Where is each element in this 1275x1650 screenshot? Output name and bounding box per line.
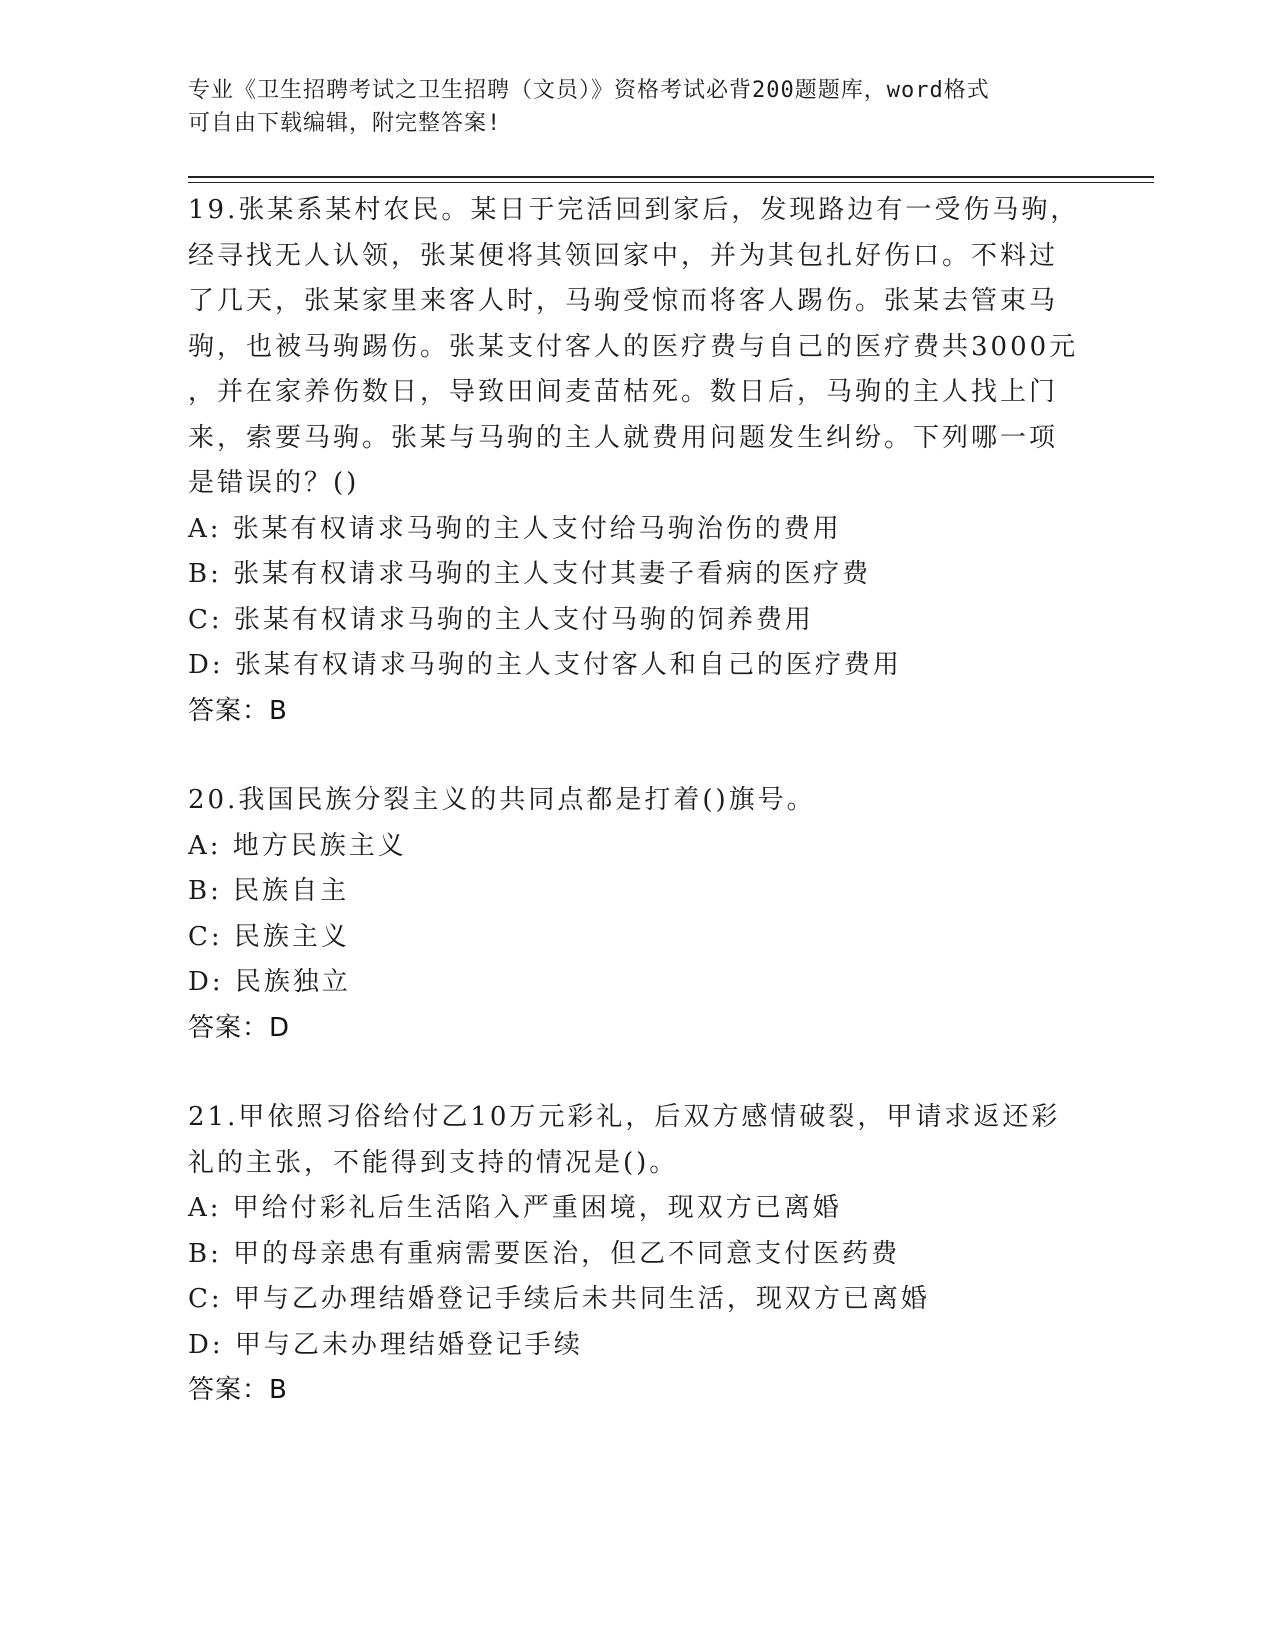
question-19 [188,188,1088,734]
option-c: C: 张某有权请求马驹的主人支付马驹的饲养费用 [188,604,814,635]
answer-label: 答案：B [188,695,288,726]
header-line-2: 可自由下载编辑，附完整答案! [188,111,502,136]
question-text-line: 是错误的？() [188,468,360,498]
header-line-1: 专业《卫生招聘考试之卫生招聘（文员）》资格考试必背200题题库，word格式 [188,78,990,103]
answer-label: 答案：B [188,1375,288,1405]
page-header [188,74,1068,140]
option-a: A: 甲给付彩礼后生活陷入严重困境，现双方已离婚 [188,1193,842,1223]
option-b: B: 张某有权请求马驹的主人支付其妻子看病的医疗费 [188,559,872,589]
question-20 [188,778,1088,1051]
question-text-line: 21.甲依照习俗给付乙10万元彩礼，后双方感情破裂，甲请求返还彩 [188,1102,1061,1132]
option-b: B: 甲的母亲患有重病需要医治，但乙不同意支付医药费 [188,1238,901,1269]
option-b: B: 民族自主 [188,876,350,906]
question-text-line: 来，索要马驹。张某与马驹的主人就费用问题发生纠纷。下列哪一项 [188,422,1059,453]
option-c: C: 甲与乙办理结婚登记手续后未共同生活，现双方已离婚 [188,1284,930,1314]
option-d: D: 甲与乙未办理结婚登记手续 [188,1329,583,1360]
option-d: D: 民族独立 [188,967,351,997]
question-text-line: 礼的主张，不能得到支持的情况是()。 [188,1147,679,1178]
header-rule-thin [188,182,1154,183]
question-text-line: 19.张某系某村农民。某日于完活回到家后，发现路边有一受伤马驹， [188,195,1080,225]
question-list [188,188,1088,1458]
question-21 [188,1095,1088,1414]
option-a: A: 张某有权请求马驹的主人支付给马驹治伤的费用 [188,513,842,544]
question-text-line: 驹，也被马驹踢伤。张某支付客人的医疗费与自己的医疗费共3000元 [188,331,1079,362]
question-text-line: 经寻找无人认领，张某便将其领回家中，并为其包扎好伤口。不料过 [188,240,1059,271]
answer-label: 答案：D [188,1012,291,1043]
option-c: C: 民族主义 [188,921,350,952]
option-a: A: 地方民族主义 [188,830,407,861]
question-text-line: 20.我国民族分裂主义的共同点都是打着()旗号。 [188,785,816,815]
question-text-line: ，并在家养伤数日，导致田间麦苗枯死。数日后，马驹的主人找上门 [188,377,1059,407]
option-d: D: 张某有权请求马驹的主人支付客人和自己的医疗费用 [188,650,902,680]
header-rule-thick [188,176,1154,178]
question-text-line: 了几天，张某家里来客人时，马驹受惊而将客人踢伤。张某去管束马 [188,286,1059,316]
